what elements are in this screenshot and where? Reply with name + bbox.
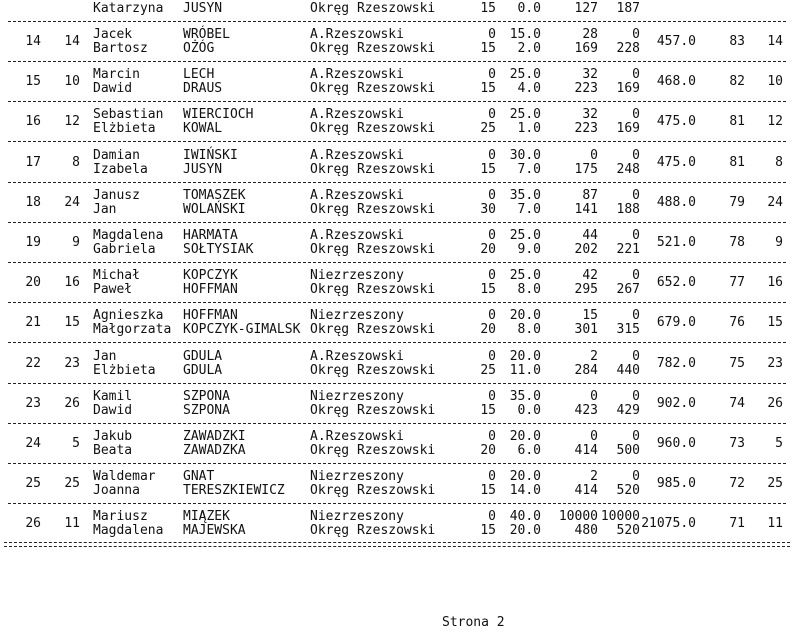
player-1-value-2: 20.0	[509, 469, 541, 485]
player-1-value-2: 35.0	[509, 187, 541, 203]
player-2-value-3: 141	[574, 201, 598, 217]
player-2-last-name: ZAWADZKA	[183, 443, 246, 458]
player-1-value-2: 15.0	[509, 27, 541, 42]
row-separator	[8, 21, 786, 22]
total-score: 488.0	[656, 194, 696, 210]
player-2-value-4: 188	[616, 201, 640, 217]
total-score: 468.0	[656, 74, 696, 90]
pair-number: 15	[64, 315, 80, 331]
player-1-value-2: 25.0	[509, 228, 541, 243]
player-1-first-name: Jacek	[93, 27, 133, 42]
total-score: 21075.0	[641, 516, 696, 532]
player-2-club: Okręg Rzeszowski	[310, 201, 436, 217]
player-2-value-2: 14.0	[509, 483, 541, 499]
pair-number-right: 10	[767, 74, 783, 90]
player-1-value-1: 0	[488, 107, 496, 123]
player-1-value-1: 0	[488, 147, 496, 163]
row-separator	[8, 463, 786, 464]
row-separator	[8, 182, 786, 183]
partial-player-value-4: 187	[616, 1, 640, 16]
player-2-value-3: 223	[574, 121, 598, 137]
player-1-last-name: WIERCIOCH	[183, 107, 254, 123]
row-separator	[8, 383, 786, 384]
player-2-value-3: 202	[574, 242, 598, 257]
player-1-last-name: KOPCZYK	[183, 268, 238, 284]
player-2-value-4: 429	[616, 402, 640, 418]
row-separator	[8, 141, 786, 142]
player-1-club: Niezrzeszony	[310, 308, 404, 324]
player-1-value-3: 28	[582, 27, 598, 42]
score: 81	[729, 114, 745, 130]
place: 15	[25, 74, 41, 90]
player-1-value-3: 42	[582, 268, 598, 284]
player-1-value-4: 0	[632, 429, 640, 444]
player-2-last-name: TERESZKIEWICZ	[183, 483, 285, 499]
player-2-value-1: 15	[480, 523, 496, 539]
player-2-club: Okręg Rzeszowski	[310, 322, 436, 338]
row-separator	[8, 262, 786, 263]
player-1-value-1: 0	[488, 27, 496, 42]
player-1-last-name: GDULA	[183, 348, 223, 364]
player-2-value-1: 25	[480, 121, 496, 137]
partial-player-value-1: 15	[480, 1, 496, 16]
player-2-club: Okręg Rzeszowski	[310, 242, 436, 257]
player-2-value-1: 15	[480, 402, 496, 418]
player-2-value-1: 15	[480, 161, 496, 177]
player-1-value-3: 87	[582, 187, 598, 203]
player-1-value-1: 0	[488, 348, 496, 364]
player-1-value-4: 0	[632, 228, 640, 243]
player-1-club: Niezrzeszony	[310, 268, 404, 284]
player-2-value-4: 500	[616, 443, 640, 458]
total-score: 679.0	[656, 315, 696, 331]
player-1-value-4: 10000	[600, 509, 640, 525]
player-1-club: A.Rzeszowski	[310, 27, 404, 42]
player-1-value-1: 0	[488, 469, 496, 485]
player-2-value-2: 6.0	[517, 443, 541, 458]
partial-player-value-2: 0.0	[517, 1, 541, 16]
player-2-club: Okręg Rzeszowski	[310, 523, 436, 539]
player-2-first-name: Dawid	[93, 81, 133, 97]
player-1-last-name: HARMATA	[183, 228, 238, 243]
player-1-last-name: LECH	[183, 67, 215, 83]
player-2-last-name: GDULA	[183, 362, 223, 378]
partial-player-last-name: JUSYN	[183, 1, 223, 16]
player-1-last-name: ZAWADZKI	[183, 429, 246, 444]
player-1-value-3: 0	[590, 388, 598, 404]
player-1-value-1: 0	[488, 187, 496, 203]
player-2-club: Okręg Rzeszowski	[310, 161, 436, 177]
player-1-first-name: Damian	[93, 147, 140, 163]
player-2-value-2: 11.0	[509, 362, 541, 378]
pair-number-right: 16	[767, 275, 783, 291]
player-2-value-2: 4.0	[517, 81, 541, 97]
player-2-value-3: 414	[574, 483, 598, 499]
player-2-value-1: 15	[480, 81, 496, 97]
player-1-last-name: WRÓBEL	[183, 27, 230, 42]
player-2-value-1: 15	[480, 483, 496, 499]
score: 77	[729, 275, 745, 291]
player-1-value-3: 10000	[558, 509, 598, 525]
player-2-value-2: 9.0	[517, 242, 541, 257]
player-1-value-4: 0	[632, 147, 640, 163]
player-2-last-name: MAJEWSKA	[183, 523, 246, 539]
score: 81	[729, 154, 745, 170]
player-1-first-name: Agnieszka	[93, 308, 164, 324]
total-score: 652.0	[656, 275, 696, 291]
pair-number: 8	[72, 154, 80, 170]
total-score: 782.0	[656, 355, 696, 371]
player-2-value-1: 20	[480, 242, 496, 257]
place: 26	[25, 516, 41, 532]
score: 78	[729, 235, 745, 250]
player-1-club: A.Rzeszowski	[310, 228, 404, 243]
player-1-value-3: 32	[582, 107, 598, 123]
player-2-value-4: 440	[616, 362, 640, 378]
player-2-value-2: 20.0	[509, 523, 541, 539]
place: 23	[25, 395, 41, 411]
player-2-last-name: SOŁTYSIAK	[183, 242, 254, 257]
row-separator	[8, 61, 786, 62]
player-2-value-4: 315	[616, 322, 640, 338]
place: 16	[25, 114, 41, 130]
place: 22	[25, 355, 41, 371]
player-2-club: Okręg Rzeszowski	[310, 362, 436, 378]
end-rule	[4, 542, 790, 547]
player-2-value-4: 221	[616, 242, 640, 257]
player-2-value-1: 15	[480, 282, 496, 298]
score: 83	[729, 34, 745, 49]
partial-player-first-name: Katarzyna	[93, 1, 164, 16]
row-separator	[8, 342, 786, 343]
player-1-last-name: TOMASZEK	[183, 187, 246, 203]
player-1-first-name: Mariusz	[93, 509, 148, 525]
player-2-value-2: 8.0	[517, 322, 541, 338]
player-1-value-1: 0	[488, 509, 496, 525]
player-2-value-1: 20	[480, 443, 496, 458]
player-1-club: A.Rzeszowski	[310, 348, 404, 364]
player-1-value-4: 0	[632, 348, 640, 364]
player-2-value-2: 7.0	[517, 161, 541, 177]
player-2-first-name: Magdalena	[93, 523, 164, 539]
player-1-club: A.Rzeszowski	[310, 187, 404, 203]
player-1-first-name: Sebastian	[93, 107, 164, 123]
pair-number: 25	[64, 476, 80, 492]
player-1-value-4: 0	[632, 388, 640, 404]
player-2-club: Okręg Rzeszowski	[310, 121, 436, 137]
player-1-value-4: 0	[632, 268, 640, 284]
place: 24	[25, 436, 41, 451]
player-2-value-4: 169	[616, 81, 640, 97]
player-1-first-name: Marcin	[93, 67, 140, 83]
total-score: 475.0	[656, 114, 696, 130]
player-1-value-2: 25.0	[509, 107, 541, 123]
player-1-first-name: Michał	[93, 268, 140, 284]
row-separator	[8, 222, 786, 223]
player-1-value-1: 0	[488, 67, 496, 83]
player-1-value-2: 25.0	[509, 67, 541, 83]
player-1-club: Niezrzeszony	[310, 469, 404, 485]
score: 73	[729, 436, 745, 451]
player-2-value-3: 423	[574, 402, 598, 418]
place: 20	[25, 275, 41, 291]
player-2-value-1: 15	[480, 41, 496, 56]
pair-number: 10	[64, 74, 80, 90]
place: 25	[25, 476, 41, 492]
player-2-first-name: Jan	[93, 201, 117, 217]
player-2-value-4: 520	[616, 523, 640, 539]
player-1-value-4: 0	[632, 308, 640, 324]
player-2-first-name: Bartosz	[93, 41, 148, 56]
player-1-value-4: 0	[632, 107, 640, 123]
pair-number: 23	[64, 355, 80, 371]
total-score: 902.0	[656, 395, 696, 411]
player-1-value-1: 0	[488, 268, 496, 284]
player-1-club: A.Rzeszowski	[310, 429, 404, 444]
total-score: 457.0	[656, 34, 696, 49]
player-2-value-2: 1.0	[517, 121, 541, 137]
player-1-value-3: 15	[582, 308, 598, 324]
player-2-value-4: 169	[616, 121, 640, 137]
pair-number: 12	[64, 114, 80, 130]
player-2-last-name: HOFFMAN	[183, 282, 238, 298]
player-2-club: Okręg Rzeszowski	[310, 443, 436, 458]
player-2-value-3: 414	[574, 443, 598, 458]
player-1-value-2: 20.0	[509, 308, 541, 324]
pair-number-right: 26	[767, 395, 783, 411]
pair-number-right: 14	[767, 34, 783, 49]
pair-number: 11	[64, 516, 80, 532]
player-2-value-1: 20	[480, 322, 496, 338]
pair-number-right: 24	[767, 194, 783, 210]
player-1-value-1: 0	[488, 388, 496, 404]
row-separator	[8, 101, 786, 102]
player-2-value-3: 301	[574, 322, 598, 338]
player-2-last-name: JUSYN	[183, 161, 223, 177]
player-1-value-1: 0	[488, 228, 496, 243]
player-2-value-3: 169	[574, 41, 598, 56]
score: 71	[729, 516, 745, 532]
score: 79	[729, 194, 745, 210]
pair-number: 14	[64, 34, 80, 49]
pair-number-right: 9	[775, 235, 783, 250]
player-2-first-name: Paweł	[93, 282, 133, 298]
player-1-last-name: SZPONA	[183, 388, 230, 404]
player-2-value-4: 228	[616, 41, 640, 56]
player-2-value-3: 295	[574, 282, 598, 298]
pair-number-right: 23	[767, 355, 783, 371]
page-number: Strona 2	[442, 615, 505, 630]
player-2-value-4: 248	[616, 161, 640, 177]
player-1-value-1: 0	[488, 308, 496, 324]
score: 82	[729, 74, 745, 90]
player-1-club: Niezrzeszony	[310, 388, 404, 404]
pair-number-right: 8	[775, 154, 783, 170]
player-2-club: Okręg Rzeszowski	[310, 402, 436, 418]
player-1-first-name: Janusz	[93, 187, 140, 203]
player-2-value-2: 0.0	[517, 402, 541, 418]
player-1-value-2: 40.0	[509, 509, 541, 525]
player-1-value-3: 0	[590, 147, 598, 163]
player-1-last-name: HOFFMAN	[183, 308, 238, 324]
player-2-last-name: SZPONA	[183, 402, 230, 418]
player-1-value-4: 0	[632, 469, 640, 485]
total-score: 960.0	[656, 436, 696, 451]
partial-player-club: Okręg Rzeszowski	[310, 1, 436, 16]
player-2-last-name: KOPCZYK-GIMALSK	[183, 322, 301, 338]
row-separator	[8, 302, 786, 303]
total-score: 521.0	[656, 235, 696, 250]
place: 14	[25, 34, 41, 49]
player-1-value-3: 2	[590, 469, 598, 485]
player-1-club: A.Rzeszowski	[310, 67, 404, 83]
place: 18	[25, 194, 41, 210]
player-1-value-3: 0	[590, 429, 598, 444]
player-1-first-name: Kamil	[93, 388, 133, 404]
player-2-club: Okręg Rzeszowski	[310, 81, 436, 97]
score: 74	[729, 395, 745, 411]
player-2-first-name: Elżbieta	[93, 121, 156, 137]
pair-number-right: 11	[767, 516, 783, 532]
player-2-first-name: Izabela	[93, 161, 148, 177]
pair-number: 26	[64, 395, 80, 411]
player-2-club: Okręg Rzeszowski	[310, 483, 436, 499]
player-2-value-2: 8.0	[517, 282, 541, 298]
pair-number: 24	[64, 194, 80, 210]
player-2-club: Okręg Rzeszowski	[310, 41, 436, 56]
pair-number-right: 5	[775, 436, 783, 451]
score: 72	[729, 476, 745, 492]
player-1-value-4: 0	[632, 27, 640, 42]
player-2-first-name: Elżbieta	[93, 362, 156, 378]
player-2-first-name: Małgorzata	[93, 322, 172, 338]
player-2-first-name: Gabriela	[93, 242, 156, 257]
player-2-club: Okręg Rzeszowski	[310, 282, 436, 298]
score: 76	[729, 315, 745, 331]
player-1-value-3: 44	[582, 228, 598, 243]
player-2-last-name: DRAUS	[183, 81, 223, 97]
player-1-value-1: 0	[488, 429, 496, 444]
player-2-last-name: WOLAŃSKI	[183, 201, 246, 217]
player-2-value-1: 25	[480, 362, 496, 378]
player-2-first-name: Dawid	[93, 402, 133, 418]
player-1-last-name: MIĄZEK	[183, 509, 230, 525]
score: 75	[729, 355, 745, 371]
player-2-value-3: 223	[574, 81, 598, 97]
player-1-first-name: Waldemar	[93, 469, 156, 485]
player-1-value-2: 20.0	[509, 348, 541, 364]
player-1-value-2: 35.0	[509, 388, 541, 404]
player-2-value-3: 175	[574, 161, 598, 177]
total-score: 985.0	[656, 476, 696, 492]
player-2-value-4: 267	[616, 282, 640, 298]
pair-number-right: 12	[767, 114, 783, 130]
player-1-value-2: 20.0	[509, 429, 541, 444]
player-2-value-2: 7.0	[517, 201, 541, 217]
place: 21	[25, 315, 41, 331]
pair-number: 5	[72, 436, 80, 451]
player-2-value-4: 520	[616, 483, 640, 499]
pair-number: 9	[72, 235, 80, 250]
player-2-first-name: Joanna	[93, 483, 140, 499]
place: 19	[25, 235, 41, 250]
place: 17	[25, 154, 41, 170]
player-1-club: A.Rzeszowski	[310, 107, 404, 123]
player-1-first-name: Jan	[93, 348, 117, 364]
row-separator	[8, 503, 786, 504]
player-2-value-3: 284	[574, 362, 598, 378]
player-2-last-name: KOWAL	[183, 121, 223, 137]
player-2-first-name: Beata	[93, 443, 133, 458]
player-1-value-4: 0	[632, 187, 640, 203]
player-1-value-3: 32	[582, 67, 598, 83]
player-1-last-name: GNAT	[183, 469, 215, 485]
partial-player-value-3: 127	[574, 1, 598, 16]
player-2-value-1: 30	[480, 201, 496, 217]
player-2-last-name: OŻÓG	[183, 41, 215, 56]
player-1-value-2: 25.0	[509, 268, 541, 284]
row-separator	[8, 423, 786, 424]
pair-number: 16	[64, 275, 80, 291]
player-2-value-3: 480	[574, 523, 598, 539]
player-2-value-2: 2.0	[517, 41, 541, 56]
player-1-first-name: Jakub	[93, 429, 133, 444]
pair-number-right: 25	[767, 476, 783, 492]
player-1-value-4: 0	[632, 67, 640, 83]
player-1-club: A.Rzeszowski	[310, 147, 404, 163]
player-1-last-name: IWIŃSKI	[183, 147, 238, 163]
total-score: 475.0	[656, 154, 696, 170]
pair-number-right: 15	[767, 315, 783, 331]
player-1-value-2: 30.0	[509, 147, 541, 163]
player-1-value-3: 2	[590, 348, 598, 364]
player-1-first-name: Magdalena	[93, 228, 164, 243]
player-1-club: Niezrzeszony	[310, 509, 404, 525]
